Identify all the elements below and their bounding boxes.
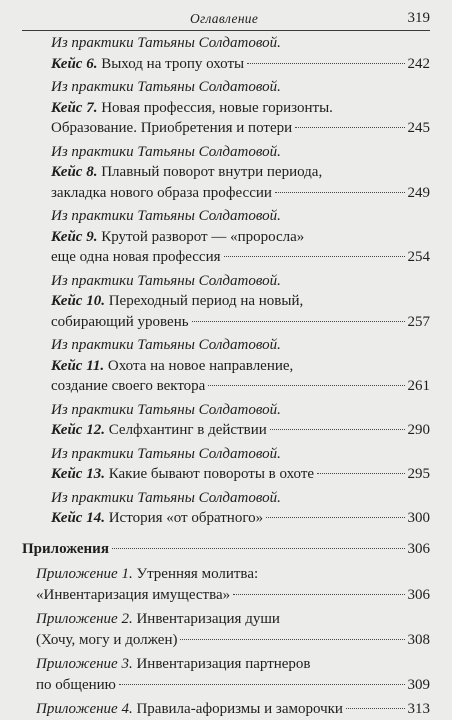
entry-line bbox=[51, 183, 430, 204]
entry-line bbox=[36, 699, 430, 720]
entry-page: 245 bbox=[407, 120, 430, 136]
entry-text bbox=[51, 247, 221, 268]
entry-title: Выход на тропу охоты bbox=[101, 55, 245, 72]
entry-line bbox=[51, 376, 430, 397]
entry-text bbox=[36, 675, 116, 696]
appendix-title: Приложения bbox=[22, 540, 109, 557]
entry-title: по общению bbox=[36, 676, 116, 693]
entry-title: Плавный поворот внутри периода, bbox=[101, 164, 323, 180]
appendix-label: Приложение 1. bbox=[36, 566, 133, 582]
entry-title: Новая профессия, новые горизонты. bbox=[101, 99, 333, 116]
entry-text bbox=[51, 118, 292, 139]
leader-dots bbox=[295, 127, 404, 128]
leader-dots bbox=[233, 594, 404, 595]
entry-page: 254 bbox=[407, 249, 430, 265]
entry-line bbox=[36, 675, 430, 696]
entry-text bbox=[51, 420, 267, 441]
entry-line bbox=[51, 464, 430, 485]
appendix-label: Приложение 2. bbox=[36, 611, 133, 627]
entry-line bbox=[51, 98, 430, 119]
leader-dots bbox=[247, 63, 404, 64]
leader-dots bbox=[224, 256, 405, 257]
entry-title: Какие бывают повороты в охоте bbox=[108, 466, 315, 482]
entry-page: 242 bbox=[407, 55, 430, 72]
entry-source: Из практики Татьяны Солдатовой. bbox=[51, 489, 281, 506]
entry-title: Селфхантинг в действии bbox=[108, 422, 267, 438]
entry-title: собирающий уровень bbox=[51, 313, 189, 330]
entry-text bbox=[51, 227, 304, 248]
toc-entry-case[interactable] bbox=[51, 206, 430, 268]
case-label: Кейс 11. bbox=[51, 357, 105, 374]
entry-text bbox=[51, 291, 303, 312]
entry-line bbox=[51, 247, 430, 268]
entry-title: закладка нового образа профессии bbox=[51, 184, 272, 201]
entry-line bbox=[51, 356, 430, 377]
entry-page: 306 bbox=[407, 586, 430, 603]
appendix-label: Приложение 3. bbox=[36, 656, 133, 672]
entry-page: 300 bbox=[407, 510, 430, 526]
entry-source: Из практики Татьяны Солдатовой. bbox=[51, 143, 281, 160]
entry-line bbox=[36, 585, 430, 606]
leader-dots bbox=[270, 429, 405, 430]
entry-title: Утренняя молитва: bbox=[136, 566, 259, 582]
entry-text bbox=[51, 183, 272, 204]
case-label: Кейс 6. bbox=[51, 55, 98, 72]
entry-text bbox=[36, 699, 343, 720]
leader-dots bbox=[317, 473, 404, 474]
entry-text bbox=[51, 376, 205, 397]
entry-line bbox=[51, 162, 430, 183]
case-label: Кейс 13. bbox=[51, 466, 105, 482]
entry-source: Из практики Татьяны Солдатовой. bbox=[51, 35, 281, 51]
case-label: Кейс 14. bbox=[51, 510, 105, 526]
entry-line bbox=[51, 54, 430, 75]
entry-page: 309 bbox=[407, 676, 430, 693]
entry-text bbox=[51, 54, 244, 75]
entry-title: Инвентаризация партнеров bbox=[136, 656, 311, 672]
entry-line bbox=[36, 609, 430, 630]
entry-title: Образование. Приобретения и потери bbox=[51, 120, 293, 136]
entry-source: Из практики Татьяны Солдатовой. bbox=[51, 208, 281, 224]
entry-page: 313 bbox=[407, 701, 430, 717]
entry-page: 261 bbox=[407, 378, 430, 394]
entry-title: Инвентаризация души bbox=[136, 611, 280, 627]
leader-dots bbox=[119, 684, 405, 685]
header-title: Оглавление bbox=[190, 11, 259, 26]
leader-dots bbox=[192, 321, 405, 322]
entry-text bbox=[51, 98, 333, 119]
entry-title: еще одна новая профессия bbox=[51, 249, 221, 265]
entry-page: 249 bbox=[407, 184, 430, 201]
running-header bbox=[22, 6, 430, 31]
entry-source: Из практики Татьяны Солдатовой. bbox=[51, 337, 281, 353]
leader-dots bbox=[208, 385, 404, 386]
case-label: Кейс 9. bbox=[51, 228, 98, 245]
entry-line bbox=[51, 312, 430, 333]
toc-entry-case[interactable] bbox=[51, 142, 430, 204]
toc-entry-case[interactable] bbox=[51, 335, 430, 397]
entry-line bbox=[51, 420, 430, 441]
entry-line bbox=[36, 630, 430, 651]
entry-line bbox=[36, 564, 430, 585]
case-label: Кейс 12. bbox=[51, 422, 105, 438]
entry-title: Правила-афоризмы и заморочки bbox=[136, 701, 343, 717]
entry-text bbox=[51, 464, 314, 485]
entry-line bbox=[51, 227, 430, 248]
case-label: Кейс 8. bbox=[51, 164, 98, 180]
entry-line bbox=[51, 291, 430, 312]
entry-text bbox=[36, 585, 230, 606]
entry-title: «Инвентаризация имущества» bbox=[36, 586, 231, 603]
entry-text bbox=[36, 564, 258, 585]
entry-line bbox=[36, 654, 430, 675]
appendix-label: Приложение 4. bbox=[36, 701, 133, 717]
entry-text bbox=[51, 508, 263, 529]
page-number: 319 bbox=[407, 10, 430, 26]
entry-text bbox=[51, 356, 293, 377]
case-label: Кейс 7. bbox=[51, 99, 98, 116]
entry-title: Крутой разворот — «проросла» bbox=[101, 228, 305, 245]
toc-entry-appendix[interactable] bbox=[36, 654, 430, 695]
entry-text bbox=[51, 162, 322, 183]
leader-dots bbox=[112, 548, 405, 549]
entry-source: Из практики Татьяны Солдатовой. bbox=[51, 79, 281, 95]
entry-title: Переходный период на новый, bbox=[108, 293, 304, 309]
entry-title: Охота на новое направление, bbox=[107, 357, 294, 374]
leader-dots bbox=[180, 639, 404, 640]
entry-title: История «от обратного» bbox=[108, 510, 264, 526]
entry-line bbox=[51, 118, 430, 139]
entry-page: 257 bbox=[407, 313, 430, 330]
entry-text bbox=[36, 630, 177, 651]
entry-title: создание своего вектора bbox=[51, 378, 206, 394]
entry-text bbox=[51, 312, 189, 333]
entry-page: 295 bbox=[407, 466, 430, 482]
toc-entry-appendix[interactable] bbox=[36, 699, 430, 720]
toc-entry-case[interactable] bbox=[51, 271, 430, 333]
entry-page: 308 bbox=[407, 631, 430, 648]
case-label: Кейс 10. bbox=[51, 293, 105, 309]
entry-line bbox=[51, 508, 430, 529]
entry-page: 290 bbox=[407, 422, 430, 438]
entry-title: (Хочу, могу и должен) bbox=[36, 631, 178, 648]
toc-entry-case[interactable] bbox=[51, 488, 430, 529]
toc-entry-appendix[interactable] bbox=[36, 609, 430, 650]
toc-entry-appendix[interactable] bbox=[36, 564, 430, 605]
entry-text bbox=[36, 609, 280, 630]
entry-text bbox=[36, 654, 311, 675]
leader-dots bbox=[275, 192, 405, 193]
entry-source: Из практики Татьяны Солдатовой. bbox=[51, 445, 281, 462]
toc-entry-case[interactable] bbox=[51, 33, 430, 74]
leader-dots bbox=[346, 708, 405, 709]
leader-dots bbox=[266, 517, 404, 518]
toc-entry-case[interactable] bbox=[51, 444, 430, 485]
entry-page: 306 bbox=[407, 540, 430, 557]
entry-source: Из практики Татьяны Солдатовой. bbox=[51, 401, 281, 418]
toc-entry-case[interactable] bbox=[51, 400, 430, 441]
entry-source: Из практики Татьяны Солдатовой. bbox=[51, 272, 281, 289]
table-of-contents bbox=[22, 33, 430, 717]
toc-entry-case[interactable] bbox=[51, 77, 430, 139]
toc-entry-appendices[interactable] bbox=[22, 539, 430, 560]
